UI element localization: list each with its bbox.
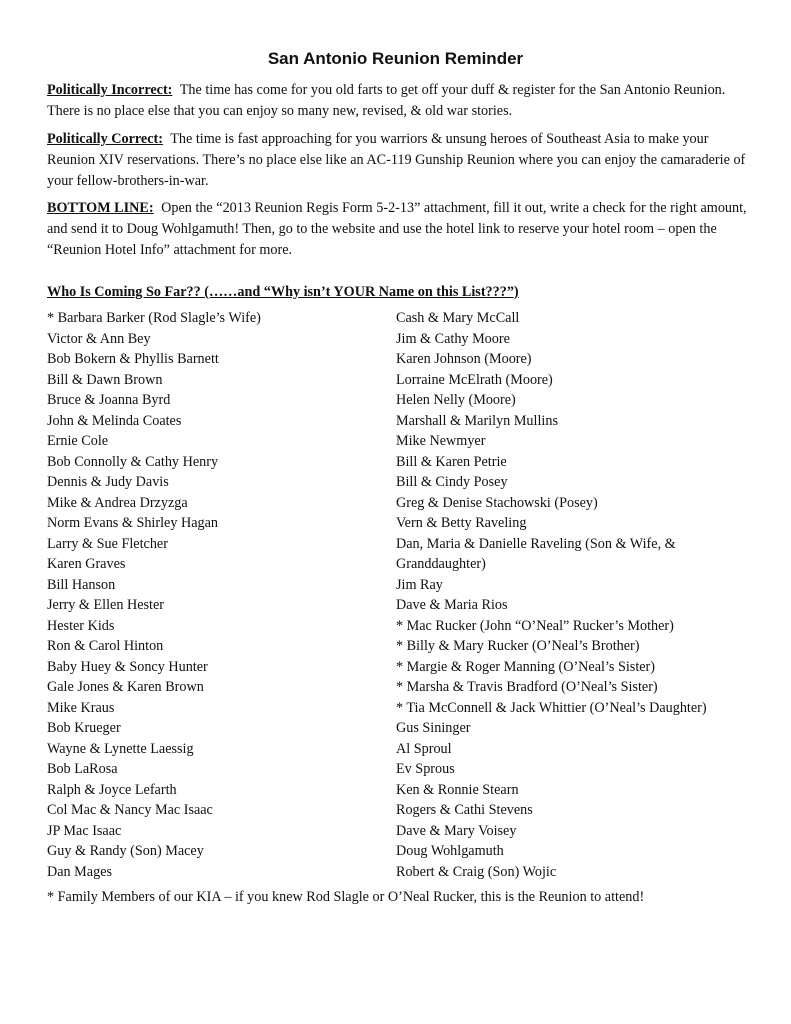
attendee-list-item: Al Sproul bbox=[396, 740, 452, 757]
attendee-list-item: Guy & Randy (Son) Macey bbox=[47, 843, 204, 859]
attendee-list-item: John & Melinda Coates bbox=[47, 412, 182, 429]
footnote: * Family Members of our KIA – if you knew Rod Slagle or O’Neal Rucker, this is the Reunion to attend! bbox=[47, 889, 645, 905]
attendee-list-item: Dan, Maria & Danielle Raveling (Son & Wife, & bbox=[396, 535, 676, 552]
attendee-list-item: * Barbara Barker (Rod Slagle’s Wife) bbox=[47, 310, 261, 326]
attendee-list-item: * Marsha & Travis Bradford (O’Neal’s Sister) bbox=[396, 679, 658, 695]
attendee-list-item: Robert & Craig (Son) Wojic bbox=[396, 863, 557, 880]
paragraph-bottom-line bbox=[47, 198, 747, 261]
attendee-list-item: Victor & Ann Bey bbox=[47, 330, 151, 347]
attendee-list-item: Greg & Denise Stachowski (Posey) bbox=[396, 494, 598, 511]
attendee-list-item: Ralph & Joyce Lefarth bbox=[47, 781, 177, 798]
attendee-list-item: Ron & Carol Hinton bbox=[47, 638, 164, 654]
attendee-list-item: Bill Hanson bbox=[47, 576, 116, 593]
attendee-list-item: Ken & Ronnie Stearn bbox=[396, 781, 519, 798]
attendee-list-item: * Margie & Roger Manning (O’Neal’s Sister) bbox=[396, 658, 656, 675]
attendee-list-item: Helen Nelly (Moore) bbox=[396, 392, 516, 408]
attendee-list-item: Granddaughter) bbox=[396, 556, 486, 572]
paragraph-text: The time has come for you old farts to get off your duff & register for the San Antonio Reunion. There is no place else that you can enjoy so many new, revised, & old war stories. bbox=[47, 82, 726, 119]
attendee-list-item: Bruce & Joanna Byrd bbox=[47, 392, 171, 408]
attendee-list-item: Dave & Mary Voisey bbox=[396, 822, 517, 839]
attendee-list-item: * Tia McConnell & Jack Whittier (O’Neal’s Daughter) bbox=[396, 699, 707, 716]
attendee-list-item: Dan Mages bbox=[47, 863, 113, 880]
attendee-list-item: Larry & Sue Fletcher bbox=[47, 535, 168, 552]
attendee-list-item: Bill & Cindy Posey bbox=[396, 474, 508, 490]
attendee-list-item: Bob Krueger bbox=[47, 720, 121, 736]
attendee-list-item: Mike & Andrea Drzyzga bbox=[47, 494, 188, 511]
attendee-list-item: * Mac Rucker (John “O’Neal” Rucker’s Mother) bbox=[396, 617, 674, 634]
attendee-list-item: Gale Jones & Karen Brown bbox=[47, 679, 204, 695]
attendee-list-item: Norm Evans & Shirley Hagan bbox=[47, 515, 219, 531]
attendee-list-item: Rogers & Cathi Stevens bbox=[396, 802, 533, 818]
attendee-list-item: Bob LaRosa bbox=[47, 761, 118, 777]
paragraph-text: Open the “2013 Reunion Regis Form 5-2-13” attachment, fill it out, write a check for the right amount, and send it to Doug Wohlgamuth! Then, go to the website and use the hotel link to reserve your hotel room – open the “Reunion Hotel Info” attachment for more. bbox=[47, 200, 747, 258]
attendee-list-item: Bob Bokern & Phyllis Barnett bbox=[47, 351, 219, 367]
attendee-list-item: Bill & Karen Petrie bbox=[396, 453, 507, 470]
attendee-list-item: JP Mac Isaac bbox=[47, 822, 122, 839]
attendee-list-item: Bob Connolly & Cathy Henry bbox=[47, 453, 219, 470]
attendee-list-item: Dave & Maria Rios bbox=[396, 597, 508, 613]
attendee-list-item: Col Mac & Nancy Mac Isaac bbox=[47, 802, 213, 818]
attendee-list-left bbox=[47, 308, 261, 882]
attendee-list-item: Mike Kraus bbox=[47, 699, 115, 716]
attendee-list-item: * Billy & Mary Rucker (O’Neal’s Brother) bbox=[396, 638, 640, 654]
attendee-list-item: Ev Sprous bbox=[396, 761, 455, 777]
attendee-list-item: Jim Ray bbox=[396, 576, 443, 593]
paragraph-lead: Politically Incorrect: bbox=[47, 82, 173, 98]
paragraph-lead: Politically Correct: bbox=[47, 131, 163, 147]
attendee-list-item: Mike Newmyer bbox=[396, 433, 486, 449]
attendee-list-item: Vern & Betty Raveling bbox=[396, 515, 527, 531]
page-title: San Antonio Reunion Reminder bbox=[267, 49, 524, 68]
attendee-list-item: Bill & Dawn Brown bbox=[47, 371, 163, 388]
paragraph-lead: BOTTOM LINE: bbox=[47, 200, 154, 216]
attendee-list-item: Wayne & Lynette Laessig bbox=[47, 740, 194, 757]
attendee-list-item: Hester Kids bbox=[47, 617, 115, 634]
attendee-list-item: Jim & Cathy Moore bbox=[396, 330, 510, 347]
attendee-list-item: Marshall & Marilyn Mullins bbox=[396, 412, 558, 429]
paragraph-politically-incorrect bbox=[47, 80, 747, 122]
attendee-list-item: Doug Wohlgamuth bbox=[396, 843, 504, 859]
list-heading: Who Is Coming So Far?? (……and “Why isn’t YOUR Name on this List???”) bbox=[47, 284, 519, 300]
attendee-list-item: Dennis & Judy Davis bbox=[47, 474, 169, 490]
attendee-list-item: Baby Huey & Soncy Hunter bbox=[47, 658, 208, 675]
attendee-list-item: Lorraine McElrath (Moore) bbox=[396, 371, 553, 388]
attendee-list-right bbox=[396, 308, 707, 882]
paragraph-text: The time is fast approaching for you warriors & unsung heroes of Southeast Asia to make your Reunion XIV reservations. There’s no place else like an AC-119 Gunship Reunion where you can enjoy the camaraderie of your fellow-brothers-in-war. bbox=[47, 131, 746, 189]
attendee-list-item: Ernie Cole bbox=[47, 433, 109, 449]
attendee-list-item: Gus Sininger bbox=[396, 720, 471, 736]
attendee-list-item: Jerry & Ellen Hester bbox=[47, 597, 165, 613]
attendee-list-item: Cash & Mary McCall bbox=[396, 310, 520, 326]
attendee-list-item: Karen Johnson (Moore) bbox=[396, 351, 532, 367]
paragraph-politically-correct bbox=[47, 129, 747, 192]
attendee-list-item: Karen Graves bbox=[47, 556, 126, 572]
